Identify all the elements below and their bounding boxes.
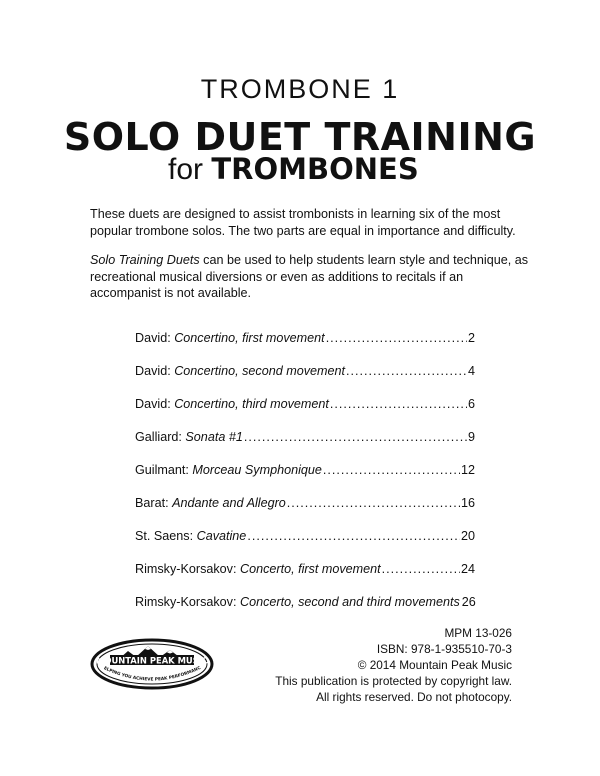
toc-work: Concertino, third movement — [174, 397, 329, 411]
table-of-contents — [135, 331, 475, 628]
toc-leader — [326, 331, 467, 345]
toc-page: 16 — [460, 496, 475, 510]
toc-work: Sonata #1 — [185, 430, 243, 444]
toc-title — [135, 529, 246, 543]
copyright-notice: This publication is protected by copyright law. — [275, 674, 512, 688]
toc-page: 9 — [467, 430, 475, 444]
intro-paragraph-2-text: can be used to help students learn style and technique, as recreational musical diversions or even as additions to recitals if an accompanist is not available. — [90, 253, 529, 300]
toc-composer: Barat: — [135, 496, 173, 510]
toc-composer: David: — [135, 364, 175, 378]
toc-title — [135, 331, 325, 345]
logo-tagline: ELPING YOU ACHIEVE PEAK PERFORMANC — [102, 665, 202, 683]
rights-notice: All rights reserved. Do not photocopy. — [316, 690, 512, 704]
intro-paragraph-2 — [90, 252, 530, 302]
toc-page: 12 — [460, 463, 475, 477]
book-subtitle — [168, 152, 419, 187]
toc-entry — [135, 496, 475, 529]
intro-book-title: Solo Training Duets — [90, 253, 200, 267]
toc-work: Cavatine — [196, 529, 247, 543]
toc-title — [135, 496, 286, 510]
toc-entry — [135, 463, 475, 496]
toc-work: Morceau Symphonique — [192, 463, 322, 477]
toc-entry — [135, 430, 475, 463]
toc-page: 2 — [467, 331, 475, 345]
toc-title — [135, 562, 381, 576]
intro-paragraph-1: These duets are designed to assist trombonists in learning six of the most popular trombone solos. The two parts are equal in importance and difficulty. — [90, 207, 516, 238]
toc-page: 26 — [461, 595, 476, 609]
toc-title — [135, 397, 329, 411]
toc-composer: Guilmant: — [135, 463, 193, 477]
isbn: ISBN: 978-1-935510-70-3 — [376, 642, 512, 656]
toc-leader — [247, 529, 460, 543]
toc-entry — [135, 529, 475, 562]
toc-work: Concerto, second and third movements — [239, 595, 460, 609]
toc-entry — [135, 562, 475, 595]
toc-composer: David: — [135, 331, 175, 345]
toc-title — [135, 463, 322, 477]
toc-page: 4 — [467, 364, 475, 378]
toc-composer: St. Saens: — [135, 529, 197, 543]
toc-leader — [382, 562, 460, 576]
logo-name: MOUNTAIN PEAK MUSIC — [95, 655, 209, 666]
instrument-heading: TROMBONE 1 — [200, 74, 400, 104]
copyright-line: © 2014 Mountain Peak Music — [357, 658, 512, 672]
toc-entry — [135, 595, 475, 628]
toc-composer: Galliard: — [135, 430, 186, 444]
toc-composer: Rimsky-Korsakov: — [135, 595, 240, 609]
toc-title — [135, 364, 345, 378]
toc-page: 24 — [460, 562, 475, 576]
subtitle-for: for — [168, 153, 204, 186]
toc-title — [135, 595, 460, 609]
toc-title — [135, 430, 243, 444]
toc-composer: David: — [135, 397, 175, 411]
toc-work: Andante and Allegro — [172, 496, 286, 510]
toc-leader — [287, 496, 460, 510]
toc-leader — [330, 397, 467, 411]
toc-entry — [135, 397, 475, 430]
toc-entry — [135, 364, 475, 397]
toc-work: Concertino, first movement — [174, 331, 325, 345]
toc-work: Concertino, second movement — [174, 364, 346, 378]
toc-leader — [244, 430, 467, 444]
toc-page: 20 — [460, 529, 475, 543]
book-title: SOLO DUET TRAINING — [63, 115, 537, 159]
toc-composer: Rimsky-Korsakov: — [135, 562, 240, 576]
toc-page: 6 — [467, 397, 475, 411]
toc-leader — [323, 463, 460, 477]
toc-leader — [346, 364, 467, 378]
toc-entry — [135, 331, 475, 364]
catalog-number: MPM 13-026 — [444, 626, 512, 640]
publication-info — [275, 625, 512, 705]
subtitle-instrument: TROMBONES — [211, 152, 419, 186]
mountain-peak-music-logo — [90, 638, 214, 690]
toc-work: Concerto, first movement — [239, 562, 381, 576]
